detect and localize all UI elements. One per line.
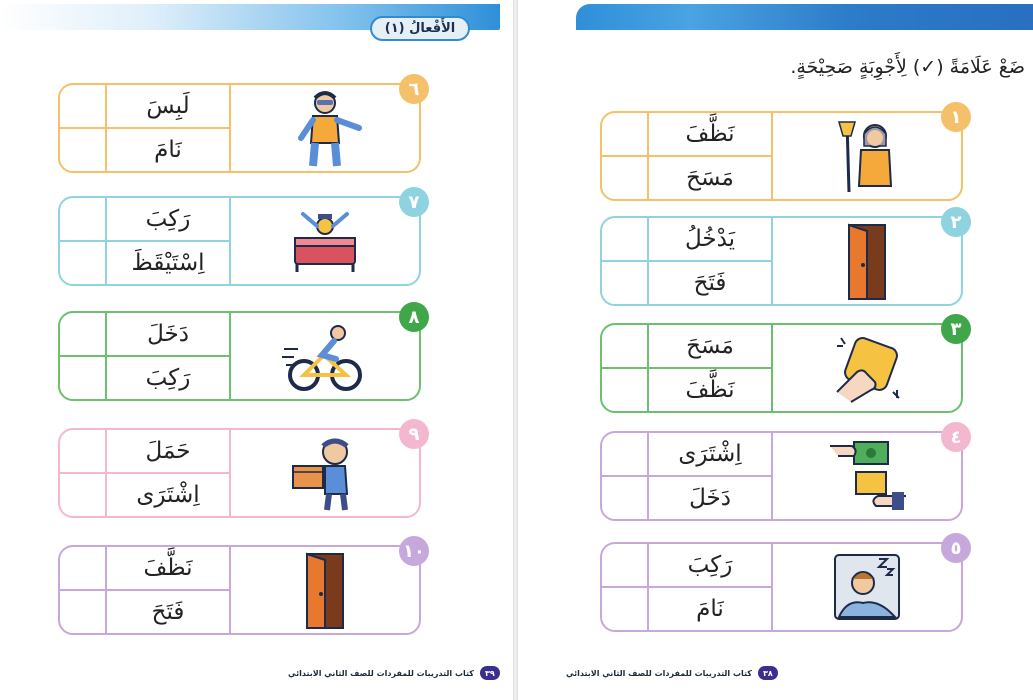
answer-checkbox[interactable] (60, 242, 105, 284)
item-number-badge: ١٠ (399, 536, 429, 566)
door-icon (773, 218, 961, 304)
word-option: مَسَحَ (649, 325, 771, 369)
word-option: فَتَحَ (693, 270, 727, 296)
box-carrier-icon (231, 430, 419, 516)
checkbox-column (602, 433, 649, 519)
checkbox-column (60, 430, 107, 516)
item-number-badge: ٣ (941, 314, 971, 344)
answer-checkbox[interactable] (602, 588, 647, 630)
word-option: اِشْتَرَى (136, 482, 200, 508)
bed-waking-icon (231, 198, 419, 284)
word-option: اِسْتَيْقَظَ (131, 250, 205, 276)
word-options (649, 544, 773, 630)
exercise-card-3 (600, 323, 963, 413)
header-band (576, 4, 1033, 30)
word-options (107, 198, 231, 284)
word-options (107, 85, 231, 171)
answer-checkbox[interactable] (602, 325, 647, 369)
answer-checkbox[interactable] (60, 198, 105, 242)
right-page (518, 0, 1033, 700)
exercise-card-6 (58, 83, 421, 173)
answer-checkbox[interactable] (60, 430, 105, 474)
page-footer (288, 666, 500, 680)
checkbox-column (60, 198, 107, 284)
word-option: دَخَلَ (107, 313, 229, 357)
page-number: ٣٩ (480, 666, 500, 680)
word-option: نَظَّفَ (107, 547, 229, 591)
exercise-card-10 (58, 545, 421, 635)
checkbox-column (60, 313, 107, 399)
page-footer (566, 666, 778, 680)
wiping-cloth-icon (773, 325, 961, 411)
word-options (107, 430, 231, 516)
answer-checkbox[interactable] (60, 547, 105, 591)
item-number-badge: ٩ (399, 419, 429, 449)
item-number-badge: ٢ (941, 207, 971, 237)
cleaner-broom-icon (773, 113, 961, 199)
checkbox-column (60, 547, 107, 633)
exercise-card-4 (600, 431, 963, 521)
money-exchange-icon (773, 433, 961, 519)
word-option: يَدْخُلُ (649, 218, 771, 262)
sleeping-person-icon (773, 544, 961, 630)
word-option: رَكِبَ (107, 198, 229, 242)
exercise-card-5 (600, 542, 963, 632)
pajama-person-icon (231, 85, 419, 171)
word-option: حَمَلَ (107, 430, 229, 474)
answer-checkbox[interactable] (602, 113, 647, 157)
word-option: نَامَ (696, 596, 724, 622)
exercise-card-7 (58, 196, 421, 286)
word-option: مَسَحَ (686, 165, 734, 191)
word-options (107, 547, 231, 633)
answer-checkbox[interactable] (60, 129, 105, 171)
word-options (107, 313, 231, 399)
word-option: رَكِبَ (145, 365, 191, 391)
answer-checkbox[interactable] (602, 157, 647, 199)
word-options (649, 433, 773, 519)
word-option: رَكِبَ (649, 544, 771, 588)
word-options (649, 325, 773, 411)
answer-checkbox[interactable] (602, 544, 647, 588)
answer-checkbox[interactable] (602, 369, 647, 411)
word-option: دَخَلَ (689, 485, 731, 511)
open-door-icon (231, 547, 419, 633)
answer-checkbox[interactable] (60, 85, 105, 129)
checkbox-column (602, 325, 649, 411)
item-number-badge: ٤ (941, 422, 971, 452)
checkbox-column (602, 544, 649, 630)
word-options (649, 113, 773, 199)
answer-checkbox[interactable] (602, 218, 647, 262)
answer-checkbox[interactable] (60, 313, 105, 357)
chapter-tag: الأَفْعالُ (١) (370, 16, 470, 41)
answer-checkbox[interactable] (602, 477, 647, 519)
exercise-card-2 (600, 216, 963, 306)
item-number-badge: ٦ (399, 74, 429, 104)
cyclist-icon (231, 313, 419, 399)
word-option: نَامَ (154, 137, 182, 163)
word-option: فَتَحَ (151, 599, 185, 625)
word-option: لَبِسَ (107, 85, 229, 129)
item-number-badge: ٨ (399, 302, 429, 332)
instruction-text: ضَعْ عَلَامَةً (✓) لِأَجْوِبَةٍ صَحِيْحَةٍ. (790, 56, 1025, 78)
word-options (649, 218, 773, 304)
item-number-badge: ٥ (941, 533, 971, 563)
item-number-badge: ١ (941, 102, 971, 132)
answer-checkbox[interactable] (60, 591, 105, 633)
exercise-card-1 (600, 111, 963, 201)
checkbox-column (60, 85, 107, 171)
word-option: نَظَّفَ (685, 377, 735, 403)
exercise-card-9 (58, 428, 421, 518)
word-option: اِشْتَرَى (649, 433, 771, 477)
answer-checkbox[interactable] (602, 433, 647, 477)
footer-title: كتاب التدريبات للمفردات للصف الثاني الابتدائي (288, 668, 474, 678)
footer-title: كتاب التدريبات للمفردات للصف الثاني الابتدائي (566, 668, 752, 678)
answer-checkbox[interactable] (60, 357, 105, 399)
checkbox-column (602, 218, 649, 304)
page-number: ٣٨ (758, 666, 778, 680)
word-option: نَظَّفَ (649, 113, 771, 157)
left-page (0, 0, 513, 700)
checkbox-column (602, 113, 649, 199)
item-number-badge: ٧ (399, 187, 429, 217)
exercise-card-8 (58, 311, 421, 401)
answer-checkbox[interactable] (60, 474, 105, 516)
answer-checkbox[interactable] (602, 262, 647, 304)
